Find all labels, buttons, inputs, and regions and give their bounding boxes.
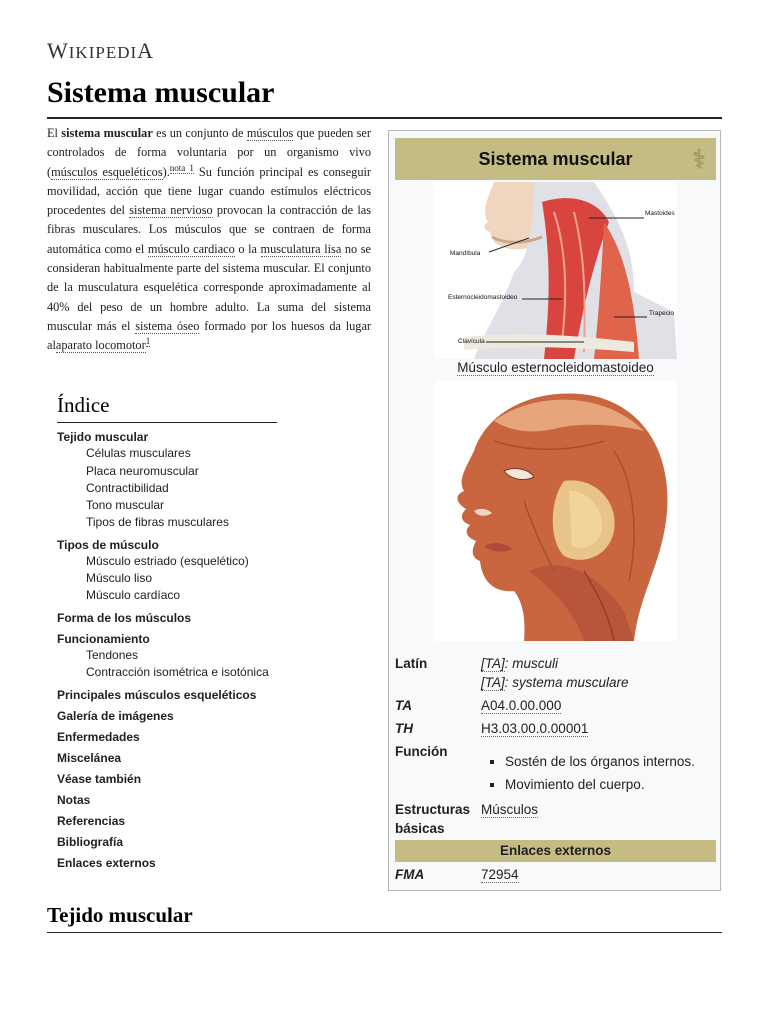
intro-text: El xyxy=(47,126,62,140)
note-ref[interactable]: nota 1 xyxy=(169,162,194,173)
toc-item-funcionamiento[interactable]: Funcionamiento xyxy=(57,632,150,646)
caption-link[interactable]: Músculo esternocleidomastoideo xyxy=(457,360,654,375)
link-musculo-cardiaco[interactable]: músculo cardiaco xyxy=(147,241,235,256)
intro-text: es un conjunto de xyxy=(152,126,247,140)
label-esternocleidomastoideo: Esternocleidomastoideo xyxy=(448,294,518,301)
toc-item-tejido-muscular[interactable]: Tejido muscular xyxy=(57,430,149,444)
intro-text: formado por los huesos da lugar al xyxy=(47,318,372,353)
toc-divider xyxy=(57,422,277,423)
label-mastoides: Mastoides xyxy=(645,210,675,217)
value-latin xyxy=(481,654,629,692)
link-sistema-nervioso[interactable]: sistema nervioso xyxy=(129,203,213,218)
label-estructuras xyxy=(395,800,481,838)
toc-item-tendones[interactable]: Tendones xyxy=(86,648,139,662)
toc-item-tono-muscular[interactable]: Tono muscular xyxy=(86,498,165,512)
toc-item-placa-neuromuscular[interactable]: Placa neuromuscular xyxy=(86,464,199,478)
latin-term-1: : musculi xyxy=(504,656,559,671)
caduceus-icon: ⚕ xyxy=(691,144,706,174)
row-estructuras xyxy=(395,800,716,840)
wordmark-final: A xyxy=(137,38,155,63)
label-latin: Latín xyxy=(395,656,428,671)
label-ta: TA xyxy=(395,698,412,713)
toc-item-forma-de-los-musculos[interactable]: Forma de los músculos xyxy=(57,611,192,625)
funcion-list xyxy=(481,750,695,796)
toc-item-bibliografia[interactable]: Bibliografía xyxy=(57,835,124,849)
label-th: TH xyxy=(395,721,413,736)
toc-item-enlaces-externos[interactable]: Enlaces externos xyxy=(57,856,156,870)
label-trapecio: Trapecio xyxy=(649,310,675,317)
toc-item-miscelanea[interactable]: Miscelánea xyxy=(57,751,122,765)
link-musculos[interactable]: músculos xyxy=(246,126,294,140)
image-caption xyxy=(389,360,722,375)
intro-text: Su función principal es conseguir movilidad, acción que tiene lugar cuando estímulos eléctricos procedentes del xyxy=(47,164,371,218)
intro-text: ). xyxy=(162,164,170,179)
toc-item-referencias[interactable]: Referencias xyxy=(57,814,126,828)
title-divider xyxy=(47,117,722,119)
link-musculatura-lisa[interactable]: musculatura lisa xyxy=(260,241,342,256)
intro-text: provocan la contracción de las fibras musculares. Los músculos que se contraen de forma automática como el xyxy=(47,203,371,256)
link-ta-2[interactable]: [TA] xyxy=(481,675,505,690)
infobox-title-bar xyxy=(395,138,716,180)
toc-item-galeria[interactable]: Galería de imágenes xyxy=(57,709,174,723)
toc-item-contractibilidad[interactable]: Contractibilidad xyxy=(86,481,169,495)
row-fma xyxy=(395,865,716,885)
toc-title: Índice xyxy=(57,393,110,417)
wikipedia-wordmark[interactable] xyxy=(47,38,154,64)
link-musculos-esqueleticos[interactable]: músculos esqueléticos xyxy=(51,164,163,179)
wordmark-initial: W xyxy=(47,38,69,63)
toc-item-musculo-estriado[interactable]: Músculo estriado (esquelético) xyxy=(86,554,249,568)
intro-text: que pueden ser controlados de forma voluntaria por un organismo vivo ( xyxy=(47,126,371,179)
label-mandibula: Mandíbula xyxy=(450,250,481,257)
row-ta xyxy=(395,696,716,716)
link-ta-1[interactable]: [TA] xyxy=(481,656,505,671)
funcion-item: ▪ Movimiento del cuerpo. xyxy=(505,773,695,796)
link-th-value[interactable]: H3.03.00.0.00001 xyxy=(481,721,589,736)
label-estructuras-line2: básicas xyxy=(395,821,445,836)
section-divider xyxy=(47,932,722,933)
infobox-title: Sistema muscular xyxy=(478,148,633,169)
row-funcion xyxy=(395,742,716,796)
toc-item-vease-tambien[interactable]: Véase también xyxy=(57,772,142,786)
section-heading-tejido-muscular: Tejido muscular xyxy=(47,903,193,927)
intro-text: o la xyxy=(234,241,261,256)
funcion-item: ▪ Sostén de los órganos internos. xyxy=(505,750,695,773)
toc-item-contraccion[interactable]: Contracción isométrica e isotónica xyxy=(86,665,269,679)
label-funcion: Función xyxy=(395,744,448,759)
toc-item-tipos-de-fibras[interactable]: Tipos de fibras musculares xyxy=(86,515,229,529)
link-fma-value[interactable]: 72954 xyxy=(481,867,519,882)
link-sistema-oseo[interactable]: sistema óseo xyxy=(135,318,200,333)
intro-bold-term: sistema muscular xyxy=(61,126,153,140)
toc-item-principales-musculos[interactable]: Principales músculos esqueléticos xyxy=(57,688,257,702)
link-musculos-infobox[interactable]: Músculos xyxy=(481,802,539,817)
toc-item-celulas-musculares[interactable]: Células musculares xyxy=(86,446,191,460)
toc-item-musculo-cardiaco[interactable]: Músculo cardíaco xyxy=(86,588,181,602)
page-title: Sistema muscular xyxy=(47,76,275,109)
toc-item-musculo-liso[interactable]: Músculo liso xyxy=(86,571,153,585)
toc-item-tipos-de-musculo[interactable]: Tipos de músculo xyxy=(57,538,159,552)
wordmark-middle: IKIPEDI xyxy=(68,43,138,62)
link-ta-value[interactable]: A04.0.00.000 xyxy=(481,698,562,713)
row-latin xyxy=(395,654,716,694)
head-muscles-image[interactable] xyxy=(434,381,677,641)
label-estructuras-line1: Estructuras xyxy=(395,802,471,817)
reference-1[interactable]: 1 xyxy=(145,336,151,347)
neck-muscles-image[interactable] xyxy=(434,182,677,359)
latin-term-2: : systema musculare xyxy=(504,675,629,690)
external-links-header: Enlaces externos xyxy=(395,840,716,862)
toc-item-enfermedades[interactable]: Enfermedades xyxy=(57,730,140,744)
toc-item-notas[interactable]: Notas xyxy=(57,793,91,807)
link-aparato-locomotor[interactable]: aparato locomotor xyxy=(55,338,146,353)
label-fma: FMA xyxy=(395,867,425,882)
infobox xyxy=(388,130,721,891)
label-clavicula: Clavícula xyxy=(458,338,485,345)
intro-text: no se consideran habitualmente parte del sistema muscular. El conjunto de la musculatura esquelética corresponde aproximadamente al 40% del peso de un hombre adulto. La suma del sistema muscular más el xyxy=(47,241,371,333)
row-th xyxy=(395,719,716,739)
intro-paragraph xyxy=(47,124,371,356)
